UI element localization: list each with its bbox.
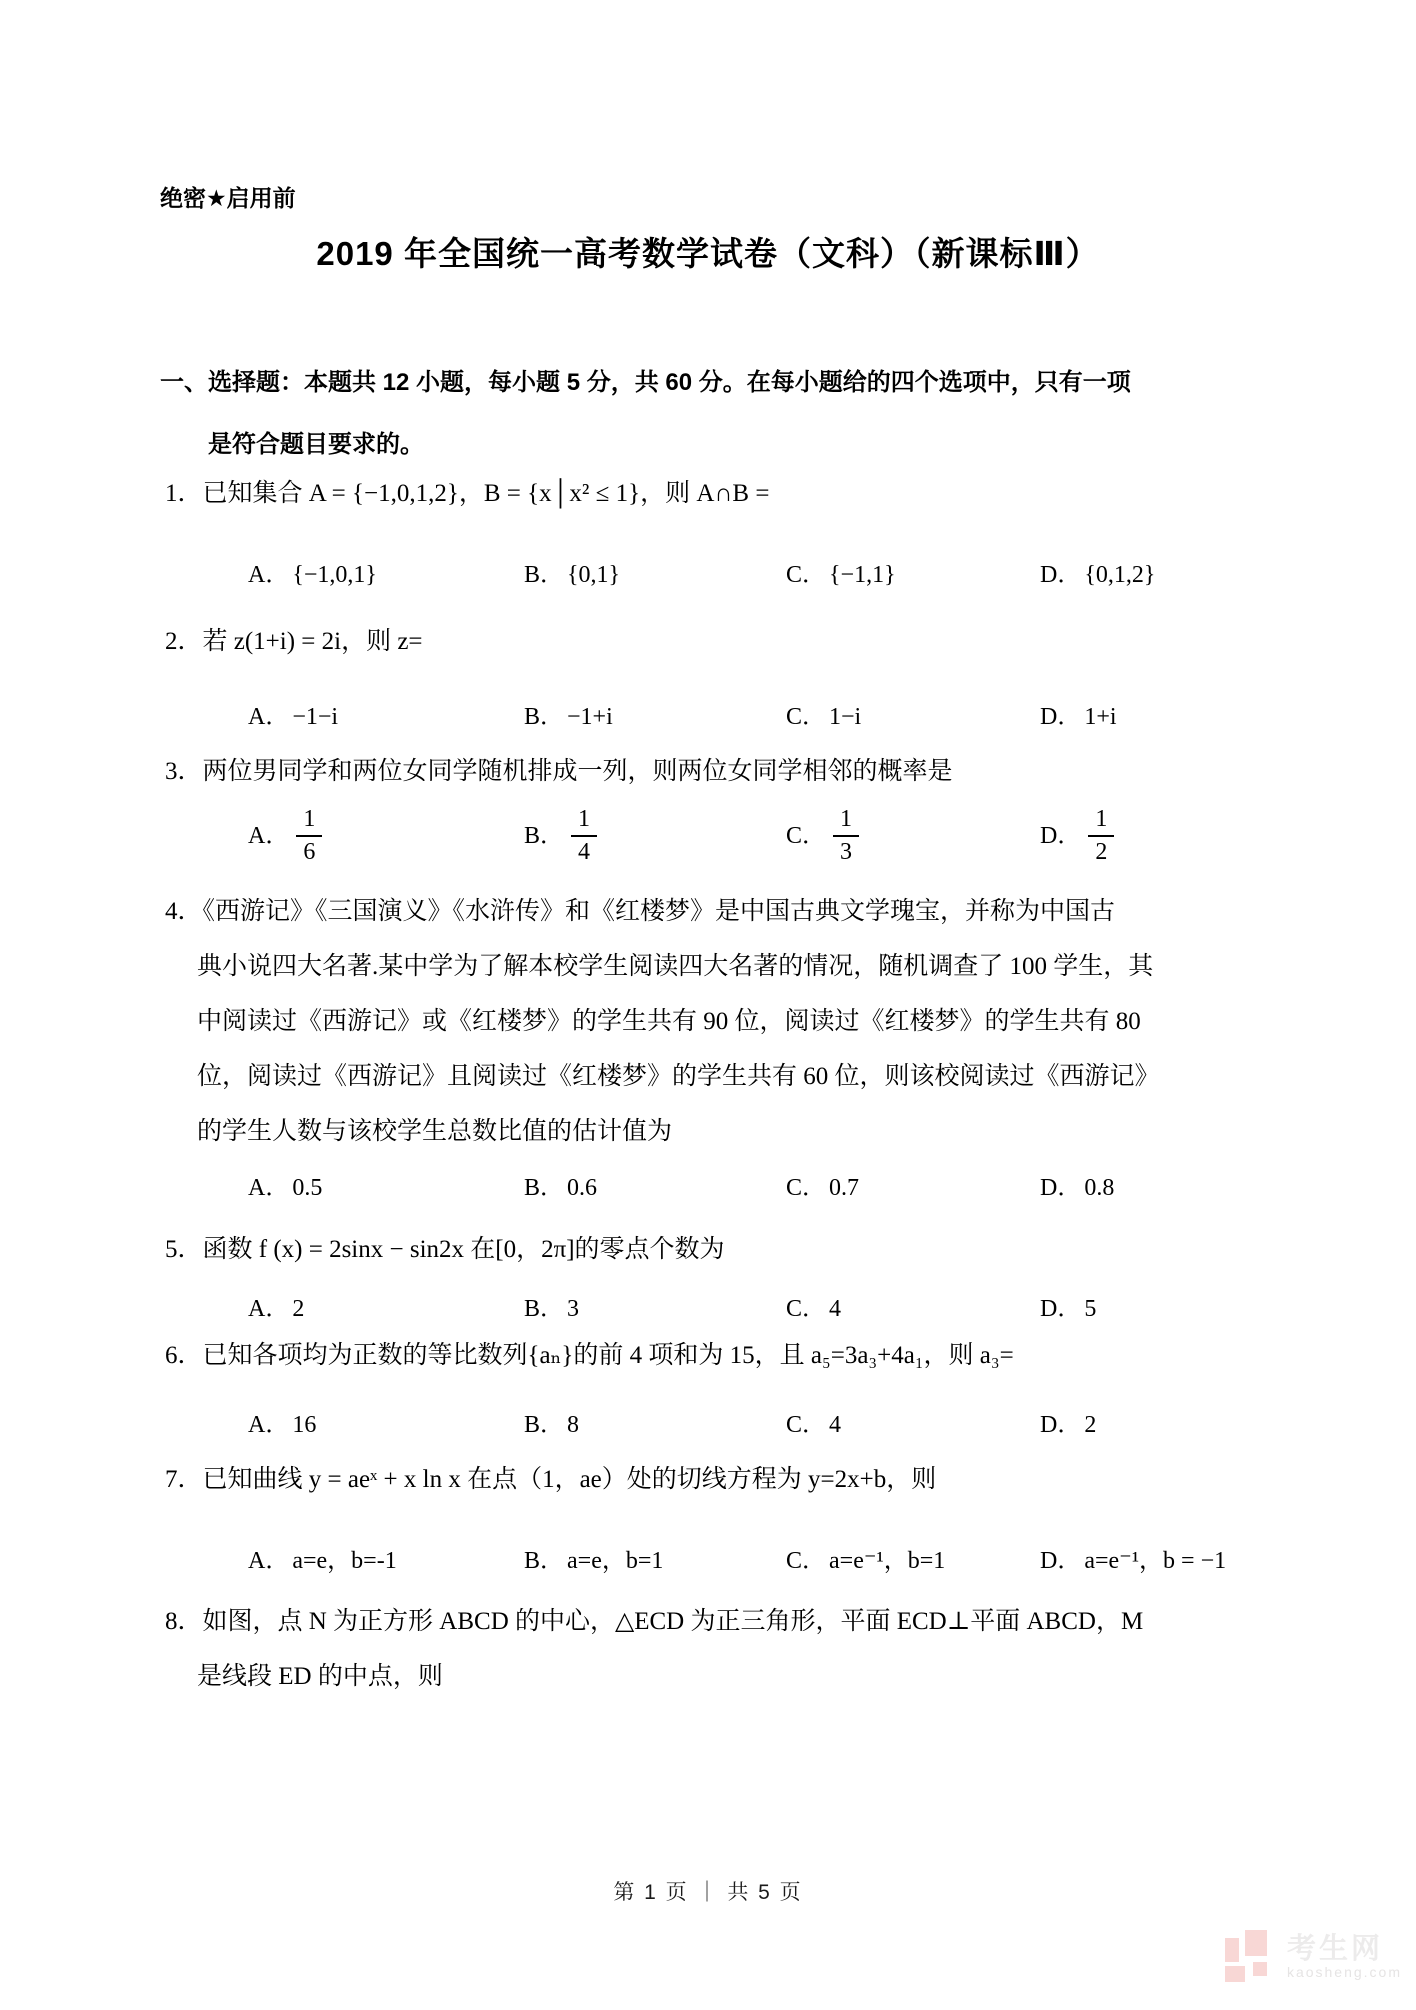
- option-text: a=e，b=-1: [292, 1548, 397, 1574]
- option-text: {0,1}: [567, 562, 621, 588]
- fraction-numerator: 1: [296, 806, 322, 837]
- question-8-stem-line1: 8．如图，点 N 为正方形 ABCD 的中心，△ECD 为正三角形，平面 ECD⊥平面 ABCD，M: [165, 1608, 1144, 1635]
- question-3-option-a: [248, 806, 524, 866]
- option-text: −1+i: [567, 704, 613, 730]
- page-footer: 第 1 页 ｜ 共 5 页: [613, 1881, 803, 1904]
- question-1-option-c: [786, 558, 1040, 592]
- option-text: 2: [292, 1296, 305, 1322]
- question-7-option-b: [524, 1544, 786, 1578]
- option-label: A．: [248, 822, 290, 849]
- question-5-option-d: [1040, 1292, 1260, 1326]
- question-7-option-d: [1040, 1544, 1260, 1578]
- option-text: −1−i: [292, 704, 339, 730]
- question-6-option-d: [1040, 1408, 1260, 1442]
- option-label: D．: [1040, 704, 1082, 730]
- option-label: C．: [786, 1548, 827, 1574]
- option-label: B．: [524, 822, 565, 849]
- question-3: [165, 752, 1316, 866]
- question-3-option-b: [524, 806, 786, 866]
- fraction-numerator: 1: [833, 806, 859, 837]
- question-4-stem-line4: 位，阅读过《西游记》且阅读过《红楼梦》的学生共有 60 位，则该校阅读过《西游记》: [197, 1063, 1160, 1090]
- question-8: [165, 1594, 1316, 1704]
- question-5-stem: 5．函数 f (x) = 2sinx − sin2x 在[0，2π]的零点个数为: [165, 1236, 725, 1263]
- question-4: [165, 884, 1316, 1205]
- fraction-denominator: 4: [578, 838, 591, 865]
- question-3-stem: 3．两位男同学和两位女同学随机排成一列，则两位女同学相邻的概率是: [165, 758, 953, 785]
- option-label: B．: [524, 562, 565, 588]
- watermark: [1223, 1926, 1402, 1987]
- option-text: 16: [292, 1412, 317, 1438]
- option-text: {−1,0,1}: [292, 562, 377, 588]
- watermark-brand: 考生网: [1286, 1932, 1383, 1965]
- watermark-text: [1287, 1934, 1402, 1980]
- fraction-numerator: 1: [571, 806, 597, 837]
- option-label: D．: [1040, 1175, 1082, 1201]
- question-6-options: [248, 1408, 1316, 1442]
- classification-label: 绝密★启用前: [160, 185, 296, 211]
- option-text: 0.6: [567, 1175, 598, 1201]
- section-heading-line1: 一、选择题：本题共 12 小题，每小题 5 分，共 60 分。在每小题给的四个选项中，只有一项: [160, 369, 1131, 396]
- question-6-stem: 6．已知各项均为正数的等比数列{aₙ}的前 4 项和为 15，且 a₅=3a₃+4a₁，则 a₃=: [165, 1342, 1014, 1369]
- option-label: C．: [786, 1412, 827, 1438]
- option-label: B．: [524, 1548, 565, 1574]
- fraction: [296, 806, 322, 866]
- option-label: A．: [248, 1548, 290, 1574]
- question-2-option-c: [786, 700, 1040, 734]
- question-1-option-b: [524, 558, 786, 592]
- option-label: C．: [786, 1296, 827, 1322]
- question-5: [165, 1230, 1316, 1326]
- option-text: 0.8: [1084, 1175, 1115, 1201]
- option-text: 2: [1084, 1412, 1097, 1438]
- option-text: a=e⁻¹，b=1: [829, 1548, 946, 1574]
- section-heading-line2: 是符合题目要求的。: [208, 431, 424, 458]
- option-text: 1+i: [1084, 704, 1117, 730]
- question-2-option-b: [524, 700, 786, 734]
- option-label: B．: [524, 1296, 565, 1322]
- option-text: 4: [829, 1412, 842, 1438]
- option-text: {0,1,2}: [1084, 562, 1156, 588]
- question-5-option-b: [524, 1292, 786, 1326]
- question-3-options: [248, 806, 1316, 866]
- question-4-option-b: [524, 1171, 786, 1205]
- option-text: {−1,1}: [829, 562, 896, 588]
- question-7-option-a: [248, 1544, 524, 1578]
- question-4-option-c: [786, 1171, 1040, 1205]
- kaosheng-logo-icon: [1223, 1926, 1277, 1987]
- option-label: A．: [248, 562, 290, 588]
- question-6-option-a: [248, 1408, 524, 1442]
- question-4-option-d: [1040, 1171, 1260, 1205]
- option-label: A．: [248, 1175, 290, 1201]
- question-7-option-c: [786, 1544, 1040, 1578]
- option-text: 8: [567, 1412, 580, 1438]
- question-3-option-c: [786, 806, 1040, 866]
- question-2-option-d: [1040, 700, 1260, 734]
- option-text: 0.5: [292, 1175, 323, 1201]
- question-1-stem: 1．已知集合 A = {−1,0,1,2}，B = {x│x² ≤ 1}，则 A∩B =: [165, 480, 770, 507]
- question-1: [165, 474, 1316, 592]
- option-text: a=e⁻¹，b = −1: [1084, 1548, 1227, 1574]
- option-label: A．: [248, 704, 290, 730]
- question-3-option-d: [1040, 806, 1260, 866]
- question-5-option-c: [786, 1292, 1040, 1326]
- question-4-options: [248, 1171, 1316, 1205]
- question-4-stem-line3: 中阅读过《西游记》或《红楼梦》的学生共有 90 位，阅读过《红楼梦》的学生共有 80: [197, 1008, 1141, 1035]
- section-heading: [160, 352, 1131, 476]
- watermark-domain: kaosheng.com: [1286, 1963, 1402, 1980]
- option-label: D．: [1040, 562, 1082, 588]
- question-2-stem: 2．若 z(1+i) = 2i，则 z=: [165, 628, 423, 655]
- option-label: B．: [524, 1412, 565, 1438]
- question-4-stem-line5: 的学生人数与该校学生总数比值的估计值为: [197, 1118, 673, 1145]
- option-label: B．: [524, 1175, 565, 1201]
- fraction: [571, 806, 597, 866]
- question-6-option-c: [786, 1408, 1040, 1442]
- question-6-option-b: [524, 1408, 786, 1442]
- option-text: 4: [829, 1296, 842, 1322]
- option-label: C．: [786, 704, 827, 730]
- option-label: D．: [1040, 1412, 1082, 1438]
- question-4-stem-line1: 4．《西游记》《三国演义》《水浒传》和《红楼梦》是中国古典文学瑰宝，并称为中国古: [165, 898, 1116, 925]
- option-label: B．: [524, 704, 565, 730]
- option-text: 5: [1084, 1296, 1097, 1322]
- question-1-option-a: [248, 558, 524, 592]
- page-title: 2019 年全国统一高考数学试卷（文科）（新课标Ⅲ）: [316, 235, 1100, 272]
- option-label: C．: [786, 822, 827, 849]
- question-1-option-d: [1040, 558, 1260, 592]
- option-label: A．: [248, 1296, 290, 1322]
- question-2: [165, 622, 1316, 734]
- fraction: [1088, 806, 1114, 866]
- question-5-options: [248, 1292, 1316, 1326]
- question-2-option-a: [248, 700, 524, 734]
- option-text: 1−i: [829, 704, 862, 730]
- question-5-option-a: [248, 1292, 524, 1326]
- option-label: D．: [1040, 1548, 1082, 1574]
- question-7-stem: 7．已知曲线 y = aeˣ + x ln x 在点（1，ae）处的切线方程为 y=2x+b，则: [165, 1466, 937, 1493]
- option-label: C．: [786, 1175, 827, 1201]
- fraction-denominator: 3: [840, 838, 853, 865]
- option-label: D．: [1040, 1296, 1082, 1322]
- question-6: [165, 1336, 1316, 1442]
- question-7: [165, 1460, 1316, 1578]
- question-7-options: [248, 1544, 1316, 1578]
- fraction-numerator: 1: [1088, 806, 1114, 837]
- question-4-option-a: [248, 1171, 524, 1205]
- question-4-stem-line2: 典小说四大名著.某中学为了解本校学生阅读四大名著的情况，随机调查了 100 学生，其: [197, 953, 1154, 980]
- question-1-options: [248, 558, 1316, 592]
- option-text: 0.7: [829, 1175, 860, 1201]
- option-text: a=e，b=1: [567, 1548, 664, 1574]
- option-label: C．: [786, 562, 827, 588]
- option-label: D．: [1040, 822, 1082, 849]
- fraction-denominator: 6: [303, 838, 316, 865]
- option-text: 3: [567, 1296, 580, 1322]
- fraction-denominator: 2: [1095, 838, 1108, 865]
- option-label: A．: [248, 1412, 290, 1438]
- fraction: [833, 806, 859, 866]
- question-8-stem-line2: 是线段 ED 的中点，则: [197, 1663, 443, 1690]
- question-2-options: [248, 700, 1316, 734]
